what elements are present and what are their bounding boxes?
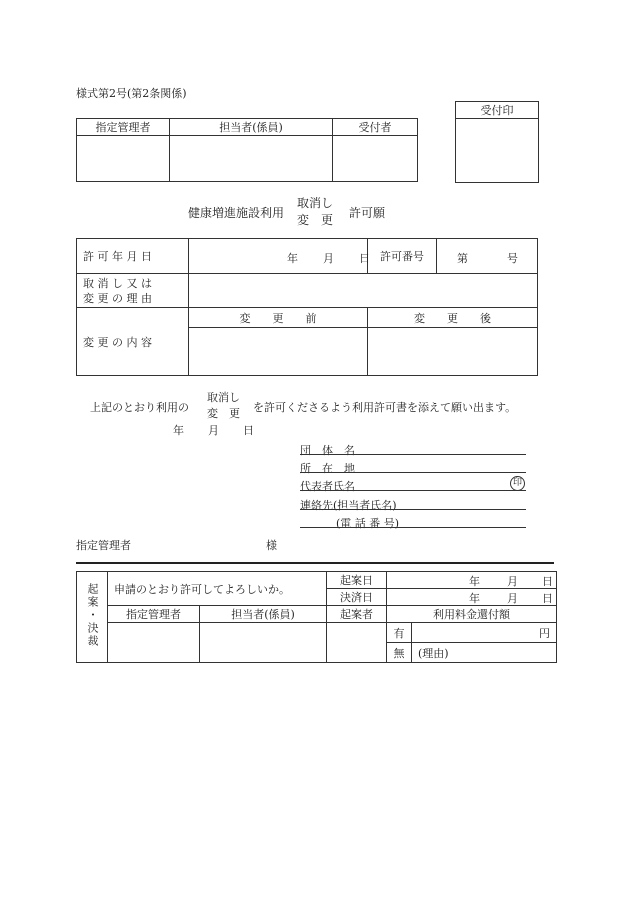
request-option-cancel: 取消し (207, 391, 240, 404)
manager-sign-cell[interactable] (108, 623, 200, 663)
request-suffix: を許可くださるよう利用許可書を添えて願い出ます。 (253, 401, 517, 414)
staff-sign-cell[interactable] (200, 623, 327, 663)
reason-label-line2: 変 更 の 理 由 (83, 291, 152, 305)
request-prefix: 上記のとおり利用の (90, 401, 189, 414)
address-underline[interactable] (300, 472, 526, 473)
applicant-phone-label: (電 話 番 号) (336, 517, 400, 530)
main-table (76, 238, 538, 376)
stamp-area[interactable] (456, 119, 539, 183)
request-option-change: 変 更 (207, 407, 240, 420)
after-cell[interactable] (368, 328, 538, 376)
reason-cell[interactable] (189, 274, 538, 308)
permit-no-dai: 第 (457, 252, 468, 265)
group-underline[interactable] (300, 454, 526, 455)
phone-underline[interactable] (300, 527, 526, 528)
draft-date-cell[interactable] (387, 572, 557, 589)
refund-no: 無 (387, 643, 412, 663)
request-year: 年 (173, 424, 184, 437)
addressee-honorific: 様 (266, 539, 277, 552)
approval-side-label: 起案・決裁 (86, 583, 99, 648)
refund-yen: 円 (539, 626, 550, 640)
addressee-label: 指定管理者 (76, 539, 131, 552)
header-manager: 指定管理者 (77, 119, 170, 136)
applicant-group-label: 団 体 名 (300, 444, 355, 457)
receiver-cell[interactable] (333, 136, 418, 182)
col-staff: 担当者(係員) (200, 606, 327, 623)
stamp-label: 受付印 (456, 102, 539, 119)
section-divider (76, 562, 554, 564)
permit-no-label: 許可番号 (368, 239, 437, 274)
header-staff: 担当者(係員) (170, 119, 333, 136)
refund-amount-cell[interactable] (412, 623, 557, 643)
decision-date-label: 決済日 (327, 589, 387, 606)
representative-underline[interactable] (300, 490, 526, 491)
title-option-cancel: 取消し (297, 196, 334, 210)
applicant-representative-label: 代表者氏名 (300, 480, 355, 493)
applicant-address-label: 所 在 地 (300, 462, 355, 475)
draft-month: 月 (507, 575, 518, 588)
refund-label: 利用料金還付額 (387, 606, 557, 623)
draft-day: 日 (542, 575, 553, 588)
col-manager: 指定管理者 (108, 606, 200, 623)
permit-no-cell[interactable] (437, 239, 538, 274)
form-number: 様式第2号(第2条関係) (76, 87, 187, 100)
refund-reason: (理由) (418, 646, 449, 660)
permit-date-label: 許 可 年 月 日 (77, 239, 189, 274)
applicant-contact-label: 連絡先(担当者氏名) (300, 499, 397, 512)
decision-day: 日 (542, 592, 553, 605)
change-content-label: 変 更 の 内 容 (77, 308, 189, 376)
seal-mark: 印 (510, 476, 525, 491)
drafter-sign-cell[interactable] (327, 623, 387, 663)
permit-month: 月 (323, 252, 334, 265)
decision-year: 年 (469, 592, 480, 605)
col-drafter: 起案者 (327, 606, 387, 623)
contact-underline[interactable] (300, 509, 526, 510)
title-option-change: 変 更 (297, 213, 334, 227)
stamp-box (455, 101, 539, 183)
permit-day: 日 (359, 252, 370, 265)
manager-cell[interactable] (77, 136, 170, 182)
request-day: 日 (243, 424, 254, 437)
draft-date-label: 起案日 (327, 572, 387, 589)
header-receiver: 受付者 (333, 119, 418, 136)
before-cell[interactable] (189, 328, 368, 376)
title-suffix: 許可願 (349, 206, 386, 220)
approval-question: 申請のとおり許可してよろしいか。 (108, 572, 327, 606)
decision-month: 月 (507, 592, 518, 605)
refund-yes: 有 (387, 623, 412, 643)
reason-label-line1: 取 消 し 又 は (83, 276, 152, 290)
before-header: 変 更 前 (189, 308, 368, 328)
permit-no-go: 号 (507, 252, 518, 265)
permit-date-cell[interactable] (189, 239, 368, 274)
approval-table (76, 571, 557, 663)
draft-year: 年 (469, 575, 480, 588)
permit-year: 年 (287, 252, 298, 265)
title-prefix: 健康増進施設利用 (188, 206, 285, 220)
approval-side-label-cell (77, 572, 108, 663)
decision-date-cell[interactable] (387, 589, 557, 606)
staff-cell[interactable] (170, 136, 333, 182)
reason-label (77, 274, 189, 308)
top-approval-table (76, 118, 418, 182)
refund-reason-cell[interactable] (412, 643, 557, 663)
request-month: 月 (208, 424, 219, 437)
after-header: 変 更 後 (368, 308, 538, 328)
